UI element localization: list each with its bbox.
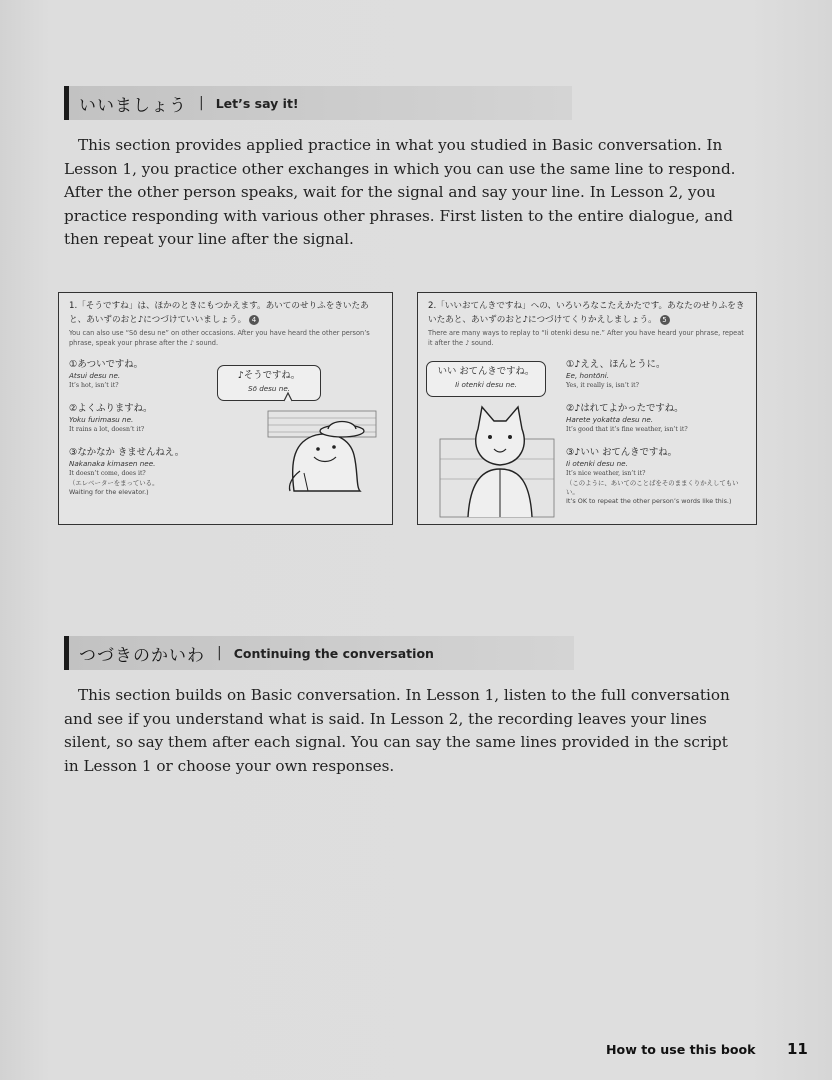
- running-footer-label: How to use this book: [606, 1042, 756, 1057]
- practice-item: ③♪いい おてんきですね。 Ii otenki desu ne. It’s nice weather, isn’t it? （このように、あいてのことばをそのままくりかえしてもいい。 It’s OK to repeat the other person’s words like this.): [566, 447, 739, 505]
- section-title-en: Let’s say it!: [215, 95, 299, 111]
- cat-illustration-icon: [438, 399, 556, 519]
- character-illustration-icon: [264, 391, 384, 497]
- paragraph-text: This section provides applied practice in what you studied in Basic conversation. In Lesson 1, you practice other exchanges in which you can use the same line to respond. After the other person speaks, wait for the signal and say your line. In Lesson 2, you practice responding with various other phrases. First listen to the entire dialogue, and then repeat your line after the signal.: [64, 136, 736, 249]
- title-separator: |: [217, 645, 222, 661]
- section-header-continuing-conversation: [64, 636, 574, 670]
- practice-item: ①あついですね。 Atsui desu ne. It’s hot, isn’t it?: [69, 359, 144, 389]
- speech-bubble: いい おてんきですね。 Ii otenki desu ne.: [426, 361, 546, 397]
- paragraph-text: This section builds on Basic conversation. In Lesson 1, listen to the full conversation and see if you understand what is said. In Lesson 2, the recording leaves your lines silent, so say them after each signal. You can say the same lines provided in the script in Lesson 1 or choose your own responses.: [64, 686, 730, 775]
- practice-item: ③なかなか きませんねえ。 Nakanaka kimasen nee. It doesn’t come, does it? （エレベーターをまっている。 Waiting for the elevator.): [69, 447, 185, 496]
- section-paragraph: [64, 684, 744, 778]
- section-paragraph: [64, 134, 744, 252]
- practice-item: ②♪はれてよかったですね。 Harete yokatta desu ne. It’s good that it’s fine weather, isn’t it?: [566, 403, 688, 433]
- track-number-badge: 4: [249, 315, 259, 325]
- practice-item: ①♪ええ、ほんとうに。 Ee, hontōni. Yes, it really is, isn’t it?: [566, 359, 666, 389]
- page-number: 11: [787, 1040, 808, 1058]
- practice-item: ②よくふりますね。 Yoku furimasu ne. It rains a lot, doesn’t it?: [69, 403, 153, 433]
- box-instruction-en: You can also use “Sō desu ne” on other occasions. After you have heard the other person’s phrase, speak your phrase after the ♪ sound.: [69, 329, 370, 347]
- section-title-jp: いいましょう: [79, 95, 187, 116]
- section-title-jp: つづきのかいわ: [79, 645, 205, 666]
- box-instruction-jp: 2.「いいおてんきですね」への、いろいろなこたえかたです。あなたのせりふをきいたあと、あいずのおと♪につづけてくりかえしましょう。 5: [428, 301, 745, 325]
- section-title-en: Continuing the conversation: [233, 645, 434, 661]
- header-accent-bar: [64, 86, 69, 120]
- box-instruction-jp: 1.「そうですね」は、ほかのときにもつかえます。あいてのせりふをきいたあと、あいずのおと♪につづけていいましょう。 4: [69, 301, 369, 325]
- header-accent-bar: [64, 636, 69, 670]
- track-number-badge: 5: [660, 315, 670, 325]
- box-instruction-en: There are many ways to replay to “Ii otenki desu ne.” After you have heard your phrase, repeat it after the ♪ sound.: [428, 329, 744, 347]
- practice-box-2: [417, 292, 757, 525]
- section-header-lets-say-it: [64, 86, 572, 120]
- practice-box-1: [58, 292, 393, 525]
- title-separator: |: [199, 95, 204, 111]
- speech-bubble: ♪そうですね。 Sō desu ne.: [217, 365, 321, 401]
